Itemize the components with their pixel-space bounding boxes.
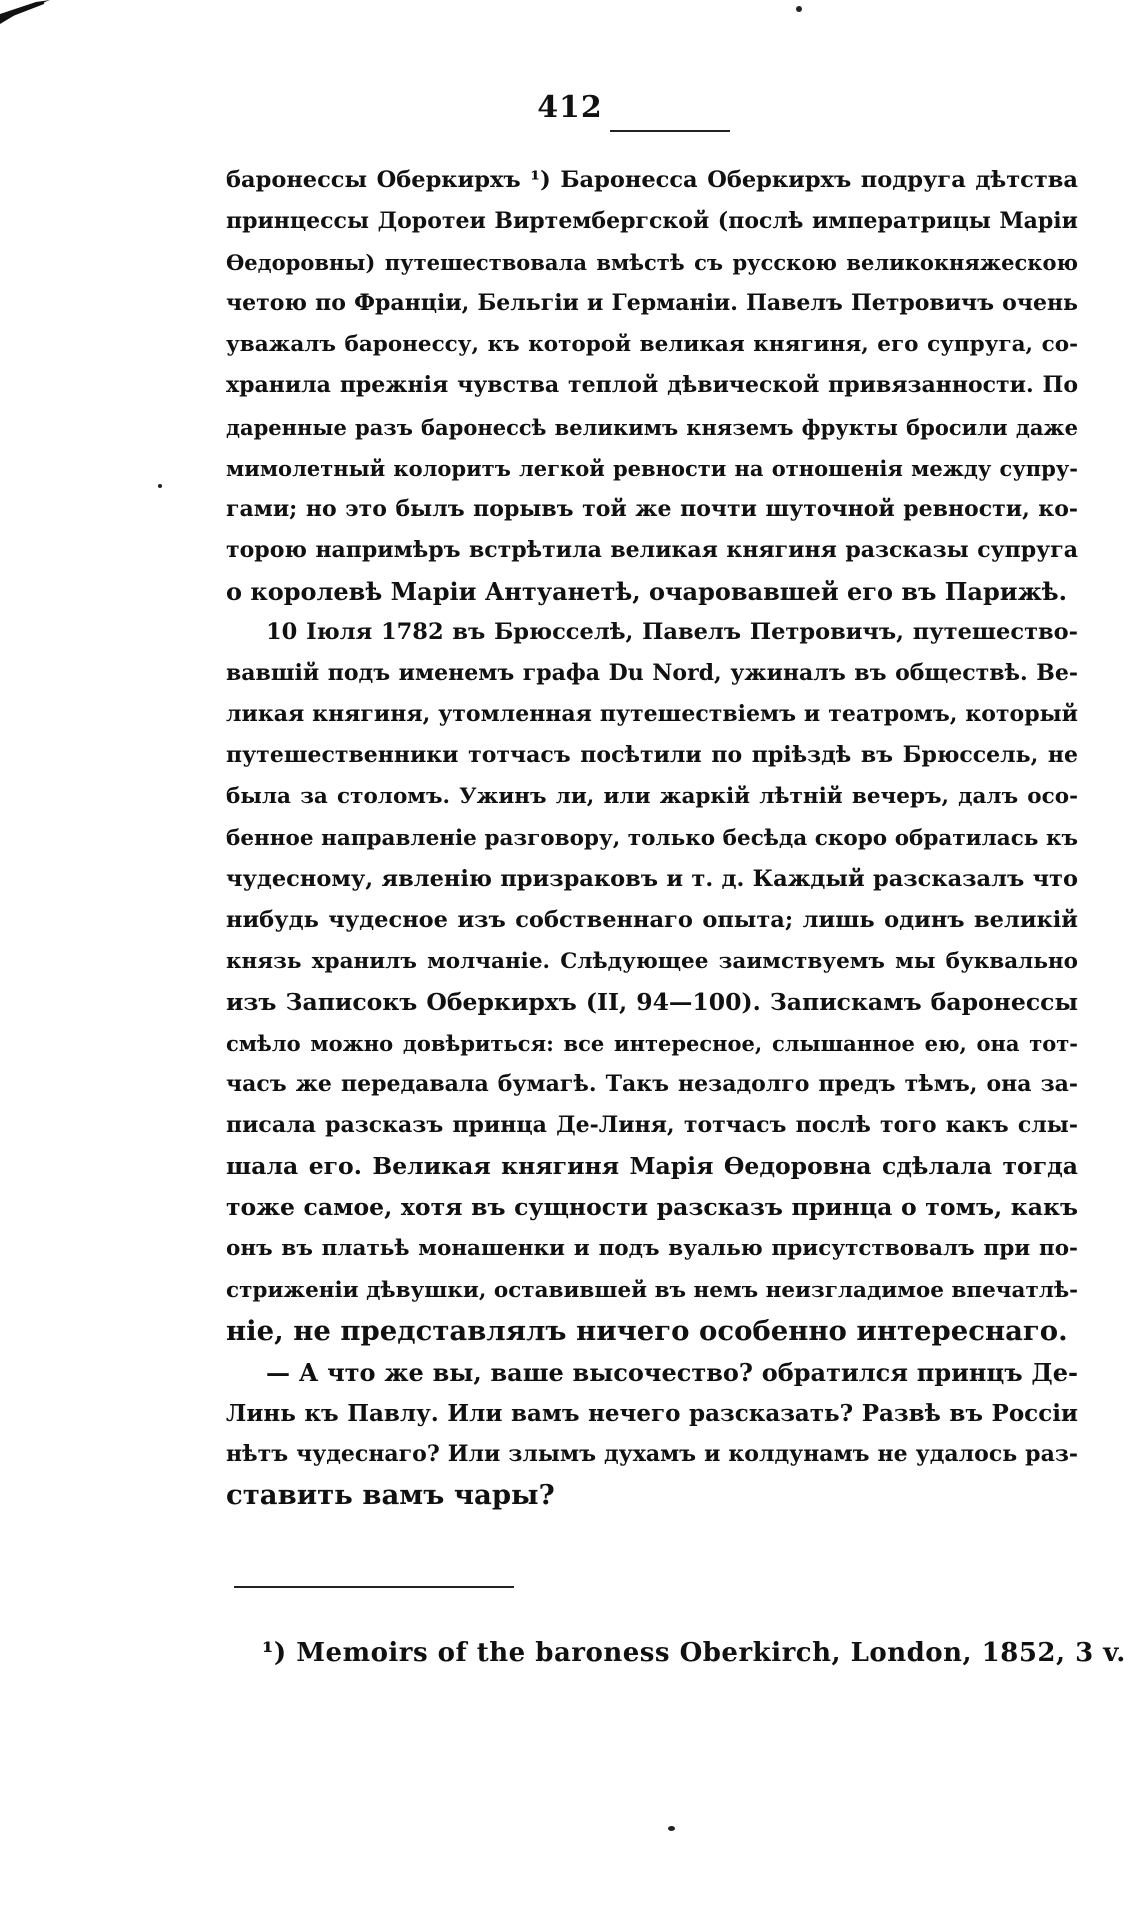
paragraph xyxy=(226,1352,1078,1516)
text-line: смѣло можно довѣриться: все интересное, слышанное ею, она тот- xyxy=(226,1030,1078,1056)
footnote: ¹) Memoirs of the baroness Oberkirch, London, 1852, 3 v. xyxy=(262,1638,1126,1668)
text-line: — А что же вы, ваше высочество? обратился принцъ Де- xyxy=(266,1357,1078,1387)
body-text xyxy=(226,160,1078,1516)
paragraph xyxy=(226,160,1078,612)
text-line: мимолетный колоритъ легкой ревности на отношенія между супру- xyxy=(226,455,1078,481)
scan-speck xyxy=(796,6,802,12)
text-line: гами; но это былъ порывъ той же почти шуточной ревности, ко- xyxy=(226,495,1078,522)
text-line: хранила прежнія чувства теплой дѣвической привязанности. По xyxy=(226,372,1078,399)
text-line: чудесному, явленію призраковъ и т. д. Каждый разсказалъ что xyxy=(226,865,1078,892)
paragraph xyxy=(226,612,1078,1352)
text-line: уважалъ баронессу, къ которой великая княгиня, его супруга, со- xyxy=(226,332,1078,358)
text-line: даренные разъ баронессѣ великимъ княземъ фрукты бросили даже xyxy=(226,414,1078,440)
page-number: 412 xyxy=(537,90,603,125)
text-line: стриженіи дѣвушки, оставившей въ немъ неизгладимое впечатлѣ- xyxy=(226,1277,1078,1303)
text-line: онъ въ платьѣ монашенки и подъ вуалью присутствовалъ при по- xyxy=(226,1236,1078,1262)
text-line: нибудь чудесное изъ собственнаго опыта; лишь одинъ великій xyxy=(226,906,1078,933)
text-line: князь хранилъ молчаніе. Слѣдующее заимствуемъ мы буквально xyxy=(226,948,1078,974)
page-number-rule xyxy=(610,130,730,132)
text-line: Өедоровны) путешествовала вмѣстѣ съ русскою великокняжескою xyxy=(226,250,1078,276)
text-line: писала разсказъ принца Де-Линя, тотчасъ послѣ того какъ слы- xyxy=(226,1112,1078,1139)
scan-speck xyxy=(668,1826,675,1831)
text-line: нѣтъ чудеснаго? Или злымъ духамъ и колдунамъ не удалось раз- xyxy=(226,1440,1078,1467)
text-line: ставить вамъ чары? xyxy=(226,1479,555,1511)
text-line: четою по Франціи, Бельгіи и Германіи. Павелъ Петровичъ очень xyxy=(226,290,1078,317)
text-line: о королевѣ Маріи Антуанетѣ, очаровавшей его въ Парижѣ. xyxy=(226,576,1068,606)
text-line: часъ же передавала бумагѣ. Такъ незадолго предъ тѣмъ, она за- xyxy=(226,1071,1078,1098)
text-line: принцессы Доротеи Виртембергской (послѣ императрицы Маріи xyxy=(226,208,1078,235)
text-line: бенное направленіе разговору, только бесѣда скоро обратилась къ xyxy=(226,825,1078,851)
text-line: вавшій подъ именемъ графа Du Nord, ужиналъ въ обществѣ. Ве- xyxy=(226,660,1078,687)
corner-scan-mark xyxy=(0,0,60,40)
footnote-rule xyxy=(234,1586,514,1588)
text-line: изъ Записокъ Оберкирхъ (II, 94—100). Запискамъ баронессы xyxy=(226,987,1078,1016)
text-line: баронессы Оберкирхъ ¹) Баронесса Оберкирхъ подруга дѣтства xyxy=(226,167,1078,193)
text-line: была за столомъ. Ужинъ ли, или жаркій лѣтній вечеръ, далъ осо- xyxy=(226,784,1078,810)
text-line: 10 Іюля 1782 въ Брюсселѣ, Павелъ Петровичъ, путешество- xyxy=(266,619,1078,646)
text-line: ликая княгиня, утомленная путешествіемъ и театромъ, который xyxy=(226,701,1078,728)
text-line: Линь къ Павлу. Или вамъ нечего разсказать? Развѣ въ Россіи xyxy=(226,1399,1078,1427)
text-line: путешественники тотчасъ посѣтили по пріѣздѣ въ Брюссель, не xyxy=(226,742,1078,769)
text-line: ніе, не представлялъ ничего особенно интереснаго. xyxy=(226,1314,1068,1347)
text-line: торою напримѣръ встрѣтила великая княгиня разсказы супруга xyxy=(226,536,1078,563)
text-line: тоже самое, хотя въ сущности разсказъ принца о томъ, какъ xyxy=(226,1193,1078,1222)
scan-speck xyxy=(158,484,162,488)
text-line: шала его. Великая княгиня Марія Өедоровна сдѣлала тогда xyxy=(226,1152,1078,1181)
